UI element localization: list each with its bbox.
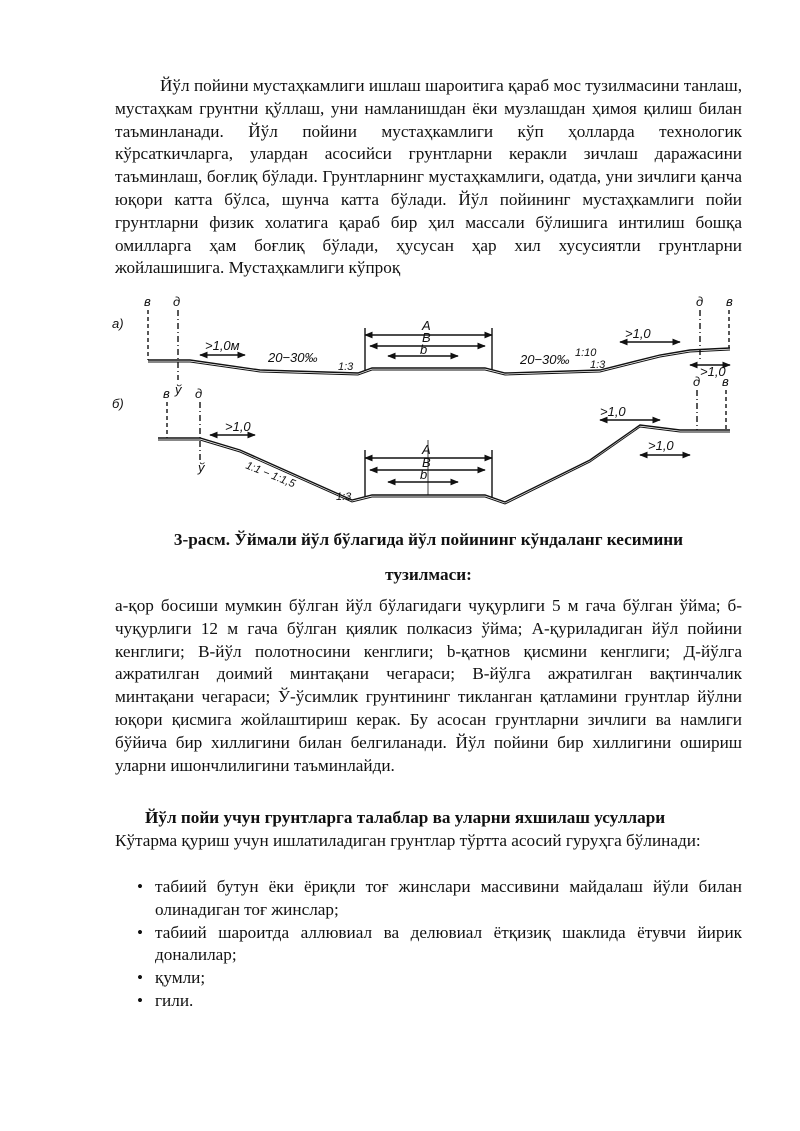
- label-v-a: в: [144, 294, 151, 309]
- label-v-b: в: [163, 386, 170, 401]
- label-d-a: д: [173, 294, 181, 309]
- slope-a-left: 20−30‰: [268, 350, 318, 365]
- list-item: • қумли;: [115, 967, 742, 990]
- list-item: • гили.: [115, 990, 742, 1013]
- label-d-b2: д: [693, 374, 701, 389]
- label-b-b: b: [420, 467, 428, 482]
- label-A-a: A: [422, 318, 431, 333]
- slope-1-3-b: 1:3: [336, 491, 352, 503]
- list-item: • табиий шароитда аллювиал ва делювиал ётқизиқ шаклида ётувчи йирик доналилар;: [115, 922, 742, 968]
- label-v-b2: в: [722, 374, 729, 389]
- cross-section-figure: [0, 290, 800, 540]
- slope-a-right: 20−30‰: [520, 352, 570, 367]
- part-b-label: б): [112, 396, 124, 411]
- paragraph-groups: Кўтарма қуриш учун ишлатиладиган грунтлар тўртта асосий гуруҳга бўлинади:: [115, 831, 701, 850]
- figure-caption-line2: тузилмаси:: [385, 565, 472, 584]
- label-d-a2: д: [696, 294, 704, 309]
- label-A-b: A: [422, 442, 431, 457]
- slope-1-10-a: 1:10: [575, 347, 597, 359]
- dim-1-a: >1,0: [625, 326, 651, 341]
- list-item: • табиий бутун ёки ёриқли тоғ жинслари массивини майдалаш йўли билан олинадиган тоғ жинслар;: [115, 876, 742, 922]
- label-B-a: В: [422, 330, 431, 345]
- label-u-a: ў: [175, 382, 182, 397]
- slope-1-3-a: 1:3: [338, 361, 354, 373]
- paragraph-intro: Йўл пойини мустаҳкамлиги ишлаш шароитига қараб мос тузилмасини танлаш, мустаҳкам грунтни қўллаш, уни намланишдан ёки музлашдан ҳимоя қилиш билан таъминланади. Йўл пойини мустаҳкамлиги кўп ҳолларда технологик кўрсаткичларга, улардан асосийси грунтларни керакли зичлаш даражасини таъминлаш, боғлиқ бўлади. Грунтларнинг мустаҳкамлиги, одатда, уни зичлиги қанча юқори катта бўлса, шунча катта бўлади. Йўл пойининг мустаҳкамлиги пойи грунтларни физик холатига қараб бир ҳил массали бўлишига интилиш бошқа омилларга ҳам боғлиқ бўлади, ҳусусан ҳар хил хусусиятли грунтларни жойлашишига. Мустаҳкамлиги кўпроқ: [115, 76, 742, 278]
- soil-groups-list: [115, 876, 742, 1013]
- slope-1-1-5-b: 1:1 − 1:1,5: [243, 459, 297, 491]
- label-b-a: b: [420, 342, 428, 357]
- figure-legend: а-қор босиши мумкин бўлган йўл бўлагидаги чуқурлиги 5 м гача бўлган ўйма; б-чуқурлиги 12 м гача бўлган қиялик полкасиз ўйма; А-қуриладиган йўл пойини кенглиги; В-йўл полотносини кенглиги; b-қатнов қисмини кенглиги; Д-йўлга ажратилган доимий минтақани чегараси; В-йўлга ажратилган вақтинчалик минтақани чегараси; Ў-ўсимлик грунтининг тикланган қатламини грунтлар йўлни юқори қисмига жойлаштириш керак. Бу асосан грунтларни зичлиги ва намлиги бўйича бир хиллигини билан белгиланади. Йўл пойини бир хиллигини ошириш уларни ишончлилигини таъминлайди.: [115, 596, 742, 775]
- dim-1-a2: >1,0: [700, 364, 726, 379]
- label-u-b: ў: [198, 460, 205, 475]
- label-B-b: В: [422, 455, 431, 470]
- part-a-label: а): [112, 316, 124, 331]
- section-heading: Йўл пойи учун грунтларга талаблар ва уларни яхшилаш усуллари: [145, 808, 666, 827]
- dim-1-b2: >1,0: [600, 404, 626, 419]
- figure-caption-line1: 3-расм. Ўймали йўл бўлагида йўл пойининг кўндаланг кесимини: [173, 530, 684, 549]
- dim-1m-a: >1,0м: [205, 338, 240, 353]
- profile-b: [158, 425, 730, 502]
- dim-1-b: >1,0: [225, 419, 251, 434]
- slope-1-3-a2: 1:3: [590, 359, 606, 371]
- label-v-a2: в: [726, 294, 733, 309]
- label-d-b: д: [195, 386, 203, 401]
- dim-1-b3: >1,0: [648, 438, 674, 453]
